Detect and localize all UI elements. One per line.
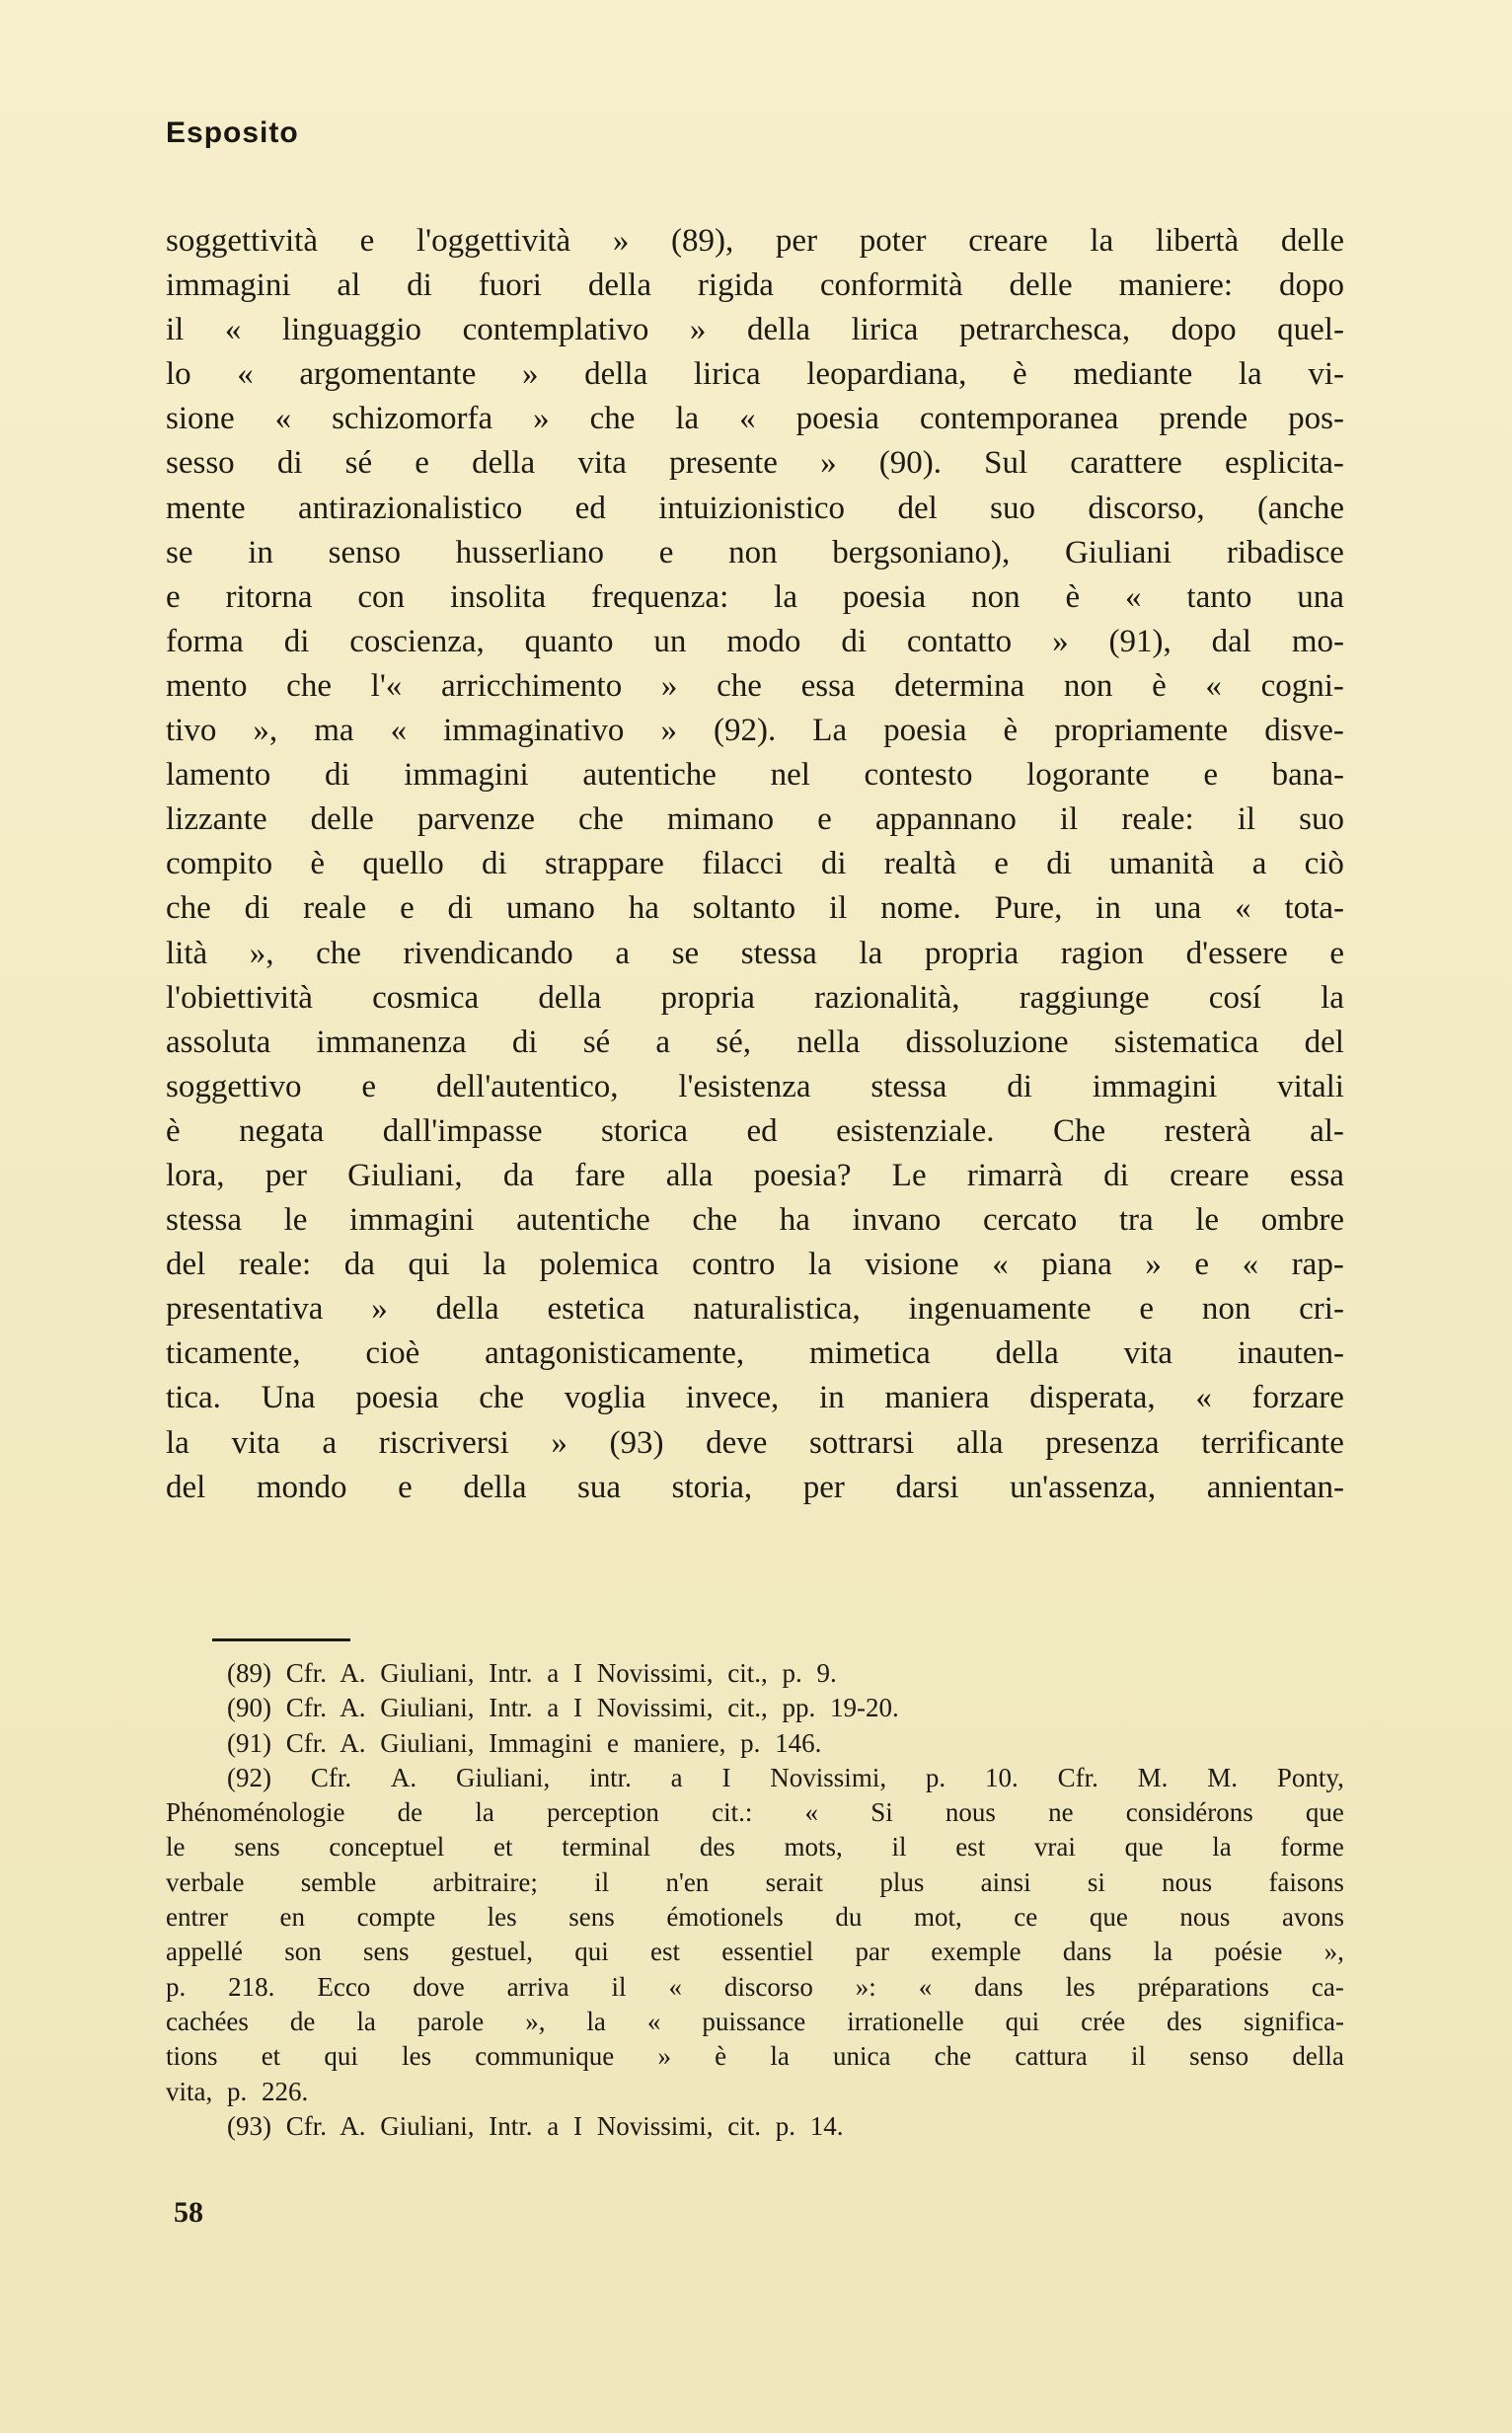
- text-line: la vita a riscriversi » (93) deve sottrarsi alla presenza terrificante: [166, 1424, 1344, 1461]
- text-line: l'obiettività cosmica della propria razionalità, raggiunge cosí la: [166, 979, 1344, 1016]
- text-line: lità », che rivendicando a se stessa la propria ragion d'essere e: [166, 935, 1344, 971]
- text-line: mento che l'« arricchimento » che essa determina non è « cogni-: [166, 667, 1344, 704]
- footnote-line: appellé son sens gestuel, qui est essentiel par exemple dans la poésie »,: [166, 1937, 1344, 1967]
- footnote-line: entrer en compte les sens émotionels du mot, ce que nous avons: [166, 1902, 1344, 1933]
- text-line: lizzante delle parvenze che mimano e appannano il reale: il suo: [166, 801, 1344, 838]
- text-line: compito è quello di strappare filacci di realtà e di umanità a ciò: [166, 846, 1344, 882]
- text-line: tivo », ma « immaginativo » (92). La poesia è propriamente disve-: [166, 713, 1344, 749]
- footnote-line: vita, p. 226.: [166, 2076, 309, 2106]
- text-line: ticamente, cioè antagonisticamente, mimetica della vita inauten-: [166, 1335, 1344, 1372]
- text-line: soggettivo e dell'autentico, l'esistenza stessa di immagini vitali: [166, 1068, 1344, 1104]
- text-line: mente antirazionalistico ed intuizionistico del suo discorso, (anche: [166, 490, 1344, 526]
- text-line: e ritorna con insolita frequenza: la poesia non è « tanto una: [166, 578, 1344, 615]
- footnote-line: cachées de la parole », la « puissance irrationelle qui crée des significa-: [166, 2006, 1344, 2036]
- text-line: immagini al di fuori della rigida conformità delle maniere: dopo: [166, 267, 1344, 304]
- footnote-line: p. 218. Ecco dove arriva il « discorso »: « dans les préparations ca-: [166, 1971, 1344, 2002]
- running-header: Esposito: [166, 116, 299, 149]
- footnote-line: (90) Cfr. A. Giuliani, Intr. a I Novissimi, cit., pp. 19-20.: [227, 1693, 899, 1723]
- footnote-line: Phénoménologie de la perception cit.: « Si nous ne considérons que: [166, 1797, 1344, 1828]
- text-line: stessa le immagini autentiche che ha invano cercato tra le ombre: [166, 1202, 1344, 1239]
- footnotes: [166, 1656, 1344, 2144]
- footnote-line: le sens conceptuel et terminal des mots, il est vrai que la forme: [166, 1832, 1344, 1863]
- footnote-line: (93) Cfr. A. Giuliani, Intr. a I Novissimi, cit. p. 14.: [227, 2110, 844, 2141]
- text-line: assoluta immanenza di sé a sé, nella dissoluzione sistematica del: [166, 1024, 1344, 1060]
- footnote-line: verbale semble arbitraire; il n'en serait plus ainsi si nous faisons: [166, 1866, 1344, 1897]
- text-line: sione « schizomorfa » che la « poesia contemporanea prende pos-: [166, 401, 1344, 437]
- footnote-line: tions et qui les communique » è la unica che cattura il senso della: [166, 2041, 1344, 2072]
- text-line: sesso di sé e della vita presente » (90). Sul carattere esplicita-: [166, 445, 1344, 482]
- text-line: presentativa » della estetica naturalistica, ingenuamente e non cri-: [166, 1291, 1344, 1328]
- text-line: del reale: da qui la polemica contro la visione « piana » e « rap-: [166, 1247, 1344, 1283]
- text-line: del mondo e della sua storia, per darsi un'assenza, annientan-: [166, 1469, 1344, 1505]
- text-line: lo « argomentante » della lirica leopardiana, è mediante la vi-: [166, 356, 1344, 393]
- text-line: che di reale e di umano ha soltanto il nome. Pure, in una « tota-: [166, 890, 1344, 927]
- text-line: tica. Una poesia che voglia invece, in maniera disperata, « forzare: [166, 1380, 1344, 1416]
- footnote-divider: [212, 1638, 350, 1641]
- page-number: 58: [174, 2196, 203, 2229]
- text-line: lora, per Giuliani, da fare alla poesia? Le rimarrà di creare essa: [166, 1157, 1344, 1193]
- text-line: lamento di immagini autentiche nel contesto logorante e bana-: [166, 757, 1344, 794]
- footnote-line: (92) Cfr. A. Giuliani, intr. a I Novissimi, p. 10. Cfr. M. M. Ponty,: [227, 1762, 1344, 1792]
- footnote-line: (89) Cfr. A. Giuliani, Intr. a I Novissimi, cit., p. 9.: [227, 1658, 837, 1688]
- text-line: il « linguaggio contemplativo » della lirica petrarchesca, dopo quel-: [166, 312, 1344, 348]
- text-line: soggettività e l'oggettività » (89), per poter creare la libertà delle: [166, 223, 1344, 259]
- text-line: è negata dall'impasse storica ed esistenziale. Che resterà al-: [166, 1112, 1344, 1149]
- footnote-line: (91) Cfr. A. Giuliani, Immagini e maniere, p. 146.: [227, 1727, 822, 1758]
- text-line: forma di coscienza, quanto un modo di contatto » (91), dal mo-: [166, 623, 1344, 659]
- text-line: se in senso husserliano e non bergsoniano), Giuliani ribadisce: [166, 534, 1344, 570]
- main-text: [166, 219, 1344, 1510]
